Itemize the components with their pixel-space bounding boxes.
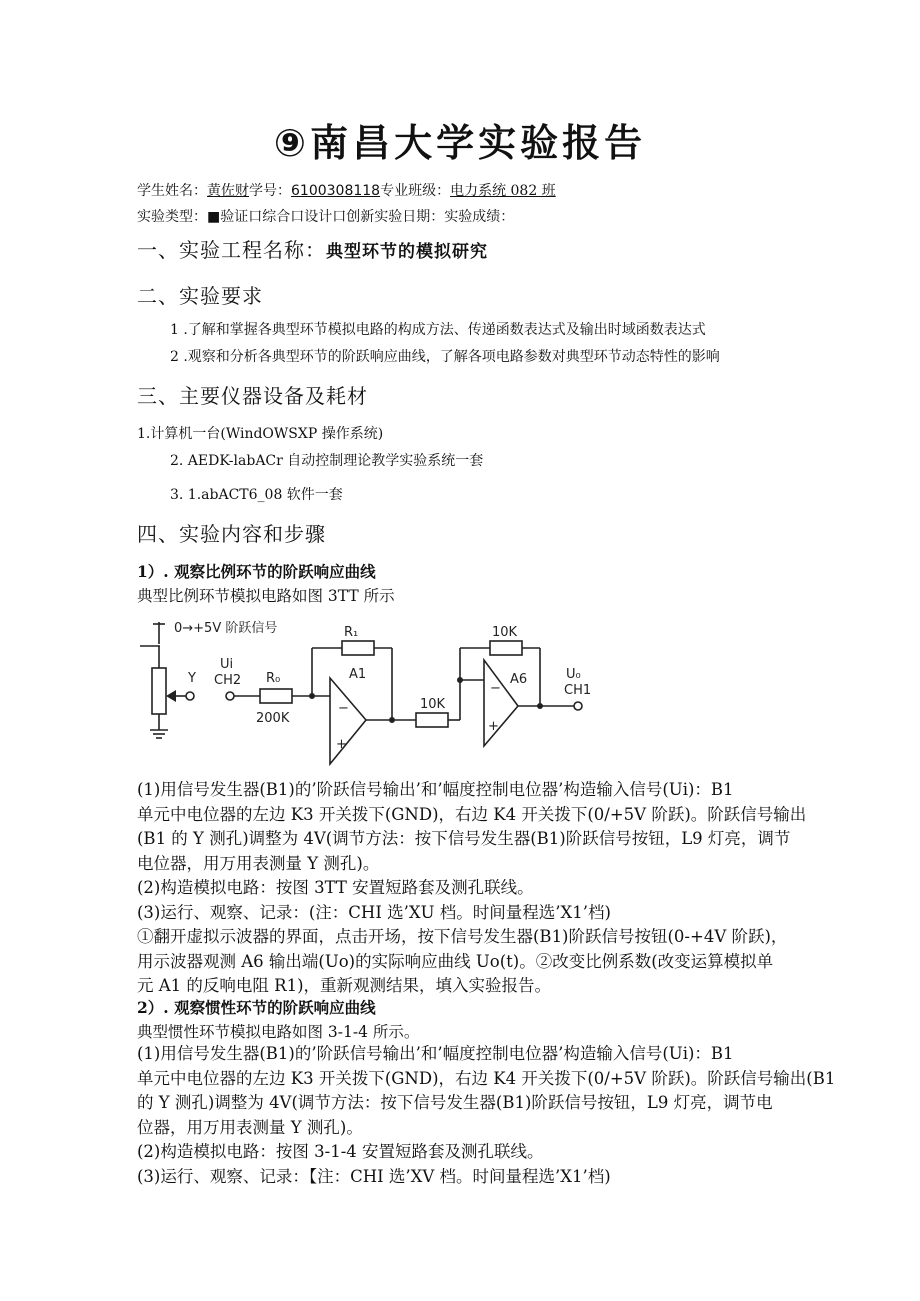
requirement-item-2: 2 .观察和分析各典型环节的阶跃响应曲线，了解各项电路参数对典型环节动态特性的影响 (170, 349, 720, 365)
part-2-line: (2)构造模拟电路：按图 3-1-4 安置短路套及测孔联线。 (137, 1142, 544, 1161)
junction-a6-in (457, 677, 463, 683)
a6-plus-label: + (488, 719, 499, 734)
a6-label: A6 (510, 672, 528, 687)
r0-value-label: 200K (256, 711, 290, 726)
section-3-heading: 三、主要仪器设备及耗材 (137, 384, 368, 408)
ch1-test-point (574, 702, 582, 710)
r-fb-label: 10K (492, 625, 518, 640)
a1-plus-label: + (336, 737, 347, 752)
part-1-line: (2)构造模拟电路：按图 3TT 安置短路套及测孔联线。 (137, 878, 534, 897)
equipment-item-3: 3. 1.abACT6_08 软件一套 (170, 487, 343, 503)
wiper-arrow (166, 690, 176, 702)
report-title (0, 112, 920, 167)
r0-label: R₀ (266, 671, 281, 686)
a1-minus-label: − (338, 701, 349, 716)
ui-label: Ui (220, 657, 234, 672)
part-1-intro: 典型比例环节模拟电路如图 3TT 所示 (137, 587, 395, 605)
requirement-item-1: 1 .了解和掌握各典型环节模拟电路的构成方法、传递函数表达式及输出时域函数表达式 (170, 322, 706, 338)
a6-minus-label: − (490, 681, 501, 696)
part-1-line: 元 A1 的反响电阻 R1)，重新观测结果，填入实验报告。 (137, 976, 552, 995)
part-1-line: (1)用信号发生器(B1)的’阶跃信号输出’和’幅度控制电位器’构造输入信号(Ui)：B1 (137, 780, 734, 799)
student-class: 电力系统 082 班 (450, 183, 556, 199)
potentiometer (152, 668, 166, 714)
y-label: Y (188, 671, 196, 686)
a1-label: A1 (349, 667, 367, 682)
uo-label: U₀ (566, 667, 581, 682)
part-2-line: (3)运行、观察、记录：【注：CHI 选’XV 档。时间量程选’X1’档) (137, 1166, 611, 1186)
ch2-label: CH2 (214, 673, 242, 688)
r1-resistor (342, 641, 374, 655)
r-mid-label: 10K (420, 697, 446, 712)
part-1-line: 单元中电位器的左边 K3 开关拨下(GND)，右边 K4 开关拨下(0/+5V 阶跃)。阶跃信号输出 (137, 804, 807, 824)
r1-label: R₁ (344, 625, 359, 640)
project-name: 典型环节的模拟研究 (326, 242, 488, 262)
part-2-paragraph (137, 1042, 835, 1189)
part-1-line: 用示波器观测 A6 输出端(Uo)的实际响应曲线 Uo(t)。②改变比例系数(改变运算模拟单 (137, 951, 774, 971)
part-1-line: (3)运行、观察、记录：(注：CHI 选’XU 档。时间量程选’X1’档) (137, 902, 611, 922)
junction-a1-out (389, 717, 395, 723)
junction-a6-out (537, 703, 543, 709)
part-1-line: ①翻开虚拟示波器的界面，点击开场，按下信号发生器(B1)阶跃信号按钮(0-+4V 阶跃)， (137, 927, 788, 946)
step-signal-label: 0→+5V 阶跃信号 (174, 621, 278, 636)
part-2-intro: 典型惯性环节模拟电路如图 3-1-4 所示。 (137, 1023, 420, 1041)
university-logo-icon: ⑨ (273, 121, 311, 165)
part-2-subtitle: 2）. 观察惯性环节的阶跃响应曲线 (137, 998, 376, 1017)
equipment-item-1: 1.计算机一台(WindOWSXP 操作系统) (137, 426, 384, 442)
section-2-heading: 二、实验要求 (137, 284, 263, 308)
part-2-line: 的 Y 测孔)调整为 4V(调节方法：按下信号发生器(B1)阶跃信号按钮，L9 灯亮，调节电 (137, 1093, 773, 1112)
equipment-item-2: 2. AEDK-labACr 自动控制理论教学实验系统一套 (170, 453, 484, 469)
part-2-line: 位器，用万用表测量 Y 测孔)。 (137, 1117, 363, 1137)
r-fb-resistor (490, 641, 522, 655)
junction-a1-in (309, 693, 315, 699)
experiment-type-line: 实验类型：■验证口综合口设计口创新实验日期：实验成绩： (137, 209, 515, 225)
section-1-heading: 一、实验工程名称：典型环节的模拟研究 (137, 238, 488, 262)
student-name: 黄佐财 (207, 183, 249, 199)
student-id: 6100308118 (291, 183, 381, 199)
title-text: 南昌大学实验报告 (310, 120, 647, 165)
ch1-label: CH1 (564, 683, 592, 698)
part-1-line: 电位器，用万用表测量 Y 测孔)。 (137, 853, 380, 873)
part-1-paragraph (137, 778, 806, 999)
part-2-line: 单元中电位器的左边 K3 开关拨下(GND)，右边 K4 开关拨下(0/+5V 阶跃)。阶跃信号输出(B1 (137, 1068, 836, 1088)
student-info-line: 学生姓名：黄佐财学号：6100308118专业班级：电力系统 082 班 (137, 183, 556, 199)
y-test-point (186, 692, 194, 700)
section-4-heading: 四、实验内容和步骤 (137, 522, 326, 546)
part-1-line: (B1 的 Y 测孔)调整为 4V(调节方法：按下信号发生器(B1)阶跃信号按钮，L9 灯亮，调节 (137, 829, 791, 848)
ui-test-point (226, 692, 234, 700)
part-1-subtitle: 1）. 观察比例环节的阶跃响应曲线 (137, 562, 376, 581)
part-2-line: (1)用信号发生器(B1)的’阶跃信号输出’和’幅度控制电位器’构造输入信号(Ui)：B1 (137, 1044, 734, 1063)
r-mid-resistor (416, 713, 448, 727)
r0-resistor (260, 689, 292, 703)
proportional-circuit-diagram (130, 608, 610, 776)
